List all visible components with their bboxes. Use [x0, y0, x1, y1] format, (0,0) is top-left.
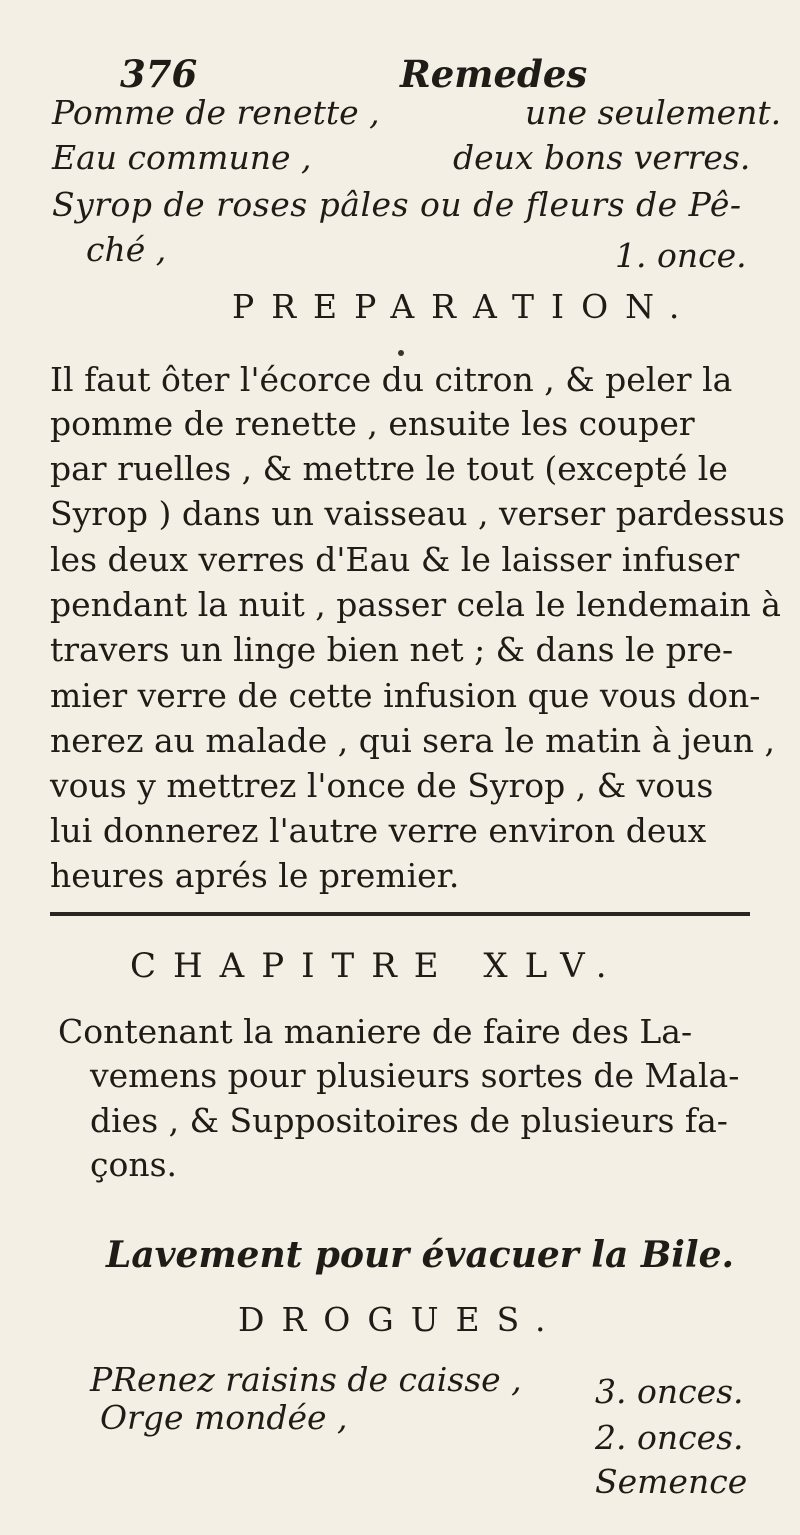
ingredient-quantity: deux bons verres.	[453, 138, 751, 177]
ingredient-quantity: 1. once.	[615, 236, 747, 275]
text-line: lui donnerez l'autre verre environ deux	[50, 811, 707, 850]
text-line: vous y mettrez l'once de Syrop , & vous	[50, 766, 714, 805]
text-line: pendant la nuit , passer cela le lendemain à	[50, 585, 781, 624]
drogues-title: DROGUES.	[238, 1300, 563, 1339]
text-line: heures aprés le premier.	[50, 856, 460, 895]
text-line: par ruelles , & mettre le tout (excepté le	[50, 449, 728, 488]
page-number: 376	[120, 52, 198, 96]
ingredient-quantity: une seulement.	[525, 93, 782, 132]
ingredient-name: Orge mondée ,	[100, 1398, 348, 1437]
ingredient-name: Eau commune ,	[52, 138, 312, 177]
section-rule	[50, 912, 750, 916]
preparation-title: PREPARATION.	[232, 287, 697, 326]
text-line: pomme de renette , ensuite les couper	[50, 404, 695, 443]
ingredient-quantity: 2. onces.	[595, 1418, 744, 1457]
ingredient-quantity: 3. onces.	[595, 1372, 744, 1411]
text-line: les deux verres d'Eau & le laisser infuser	[50, 540, 740, 579]
chapter-title: CHAPITRE XLV.	[130, 946, 624, 986]
catchword: Semence	[595, 1462, 748, 1501]
text-line: mier verre de cette infusion que vous don-	[50, 676, 761, 715]
text-line: nerez au malade , qui sera le matin à jeun ,	[50, 721, 776, 760]
ingredient-name-continued: ché ,	[86, 230, 167, 269]
text-line: Il faut ôter l'écorce du citron , & peler la	[50, 360, 733, 399]
chapter-summary-line: vemens pour plusieurs sortes de Mala-	[90, 1056, 740, 1095]
chapter-summary-line: Contenant la maniere de faire des La-	[58, 1012, 693, 1051]
running-title: Remedes	[400, 52, 588, 96]
ingredient-name: Pomme de renette ,	[52, 93, 380, 132]
recipe-heading: Lavement pour évacuer la Bile.	[106, 1234, 735, 1276]
chapter-summary-line: dies , & Suppositoires de plusieurs fa-	[90, 1101, 728, 1140]
chapter-summary-line: çons.	[90, 1145, 178, 1184]
ingredient-name: Syrop de roses pâles ou de fleurs de Pê-	[52, 185, 742, 224]
text-line: Syrop ) dans un vaisseau , verser pardessus	[50, 494, 785, 533]
text-line: travers un linge bien net ; & dans le pre-	[50, 630, 734, 669]
ingredient-name: PRenez raisins de caisse ,	[90, 1360, 522, 1399]
ornament-dot	[398, 350, 404, 356]
